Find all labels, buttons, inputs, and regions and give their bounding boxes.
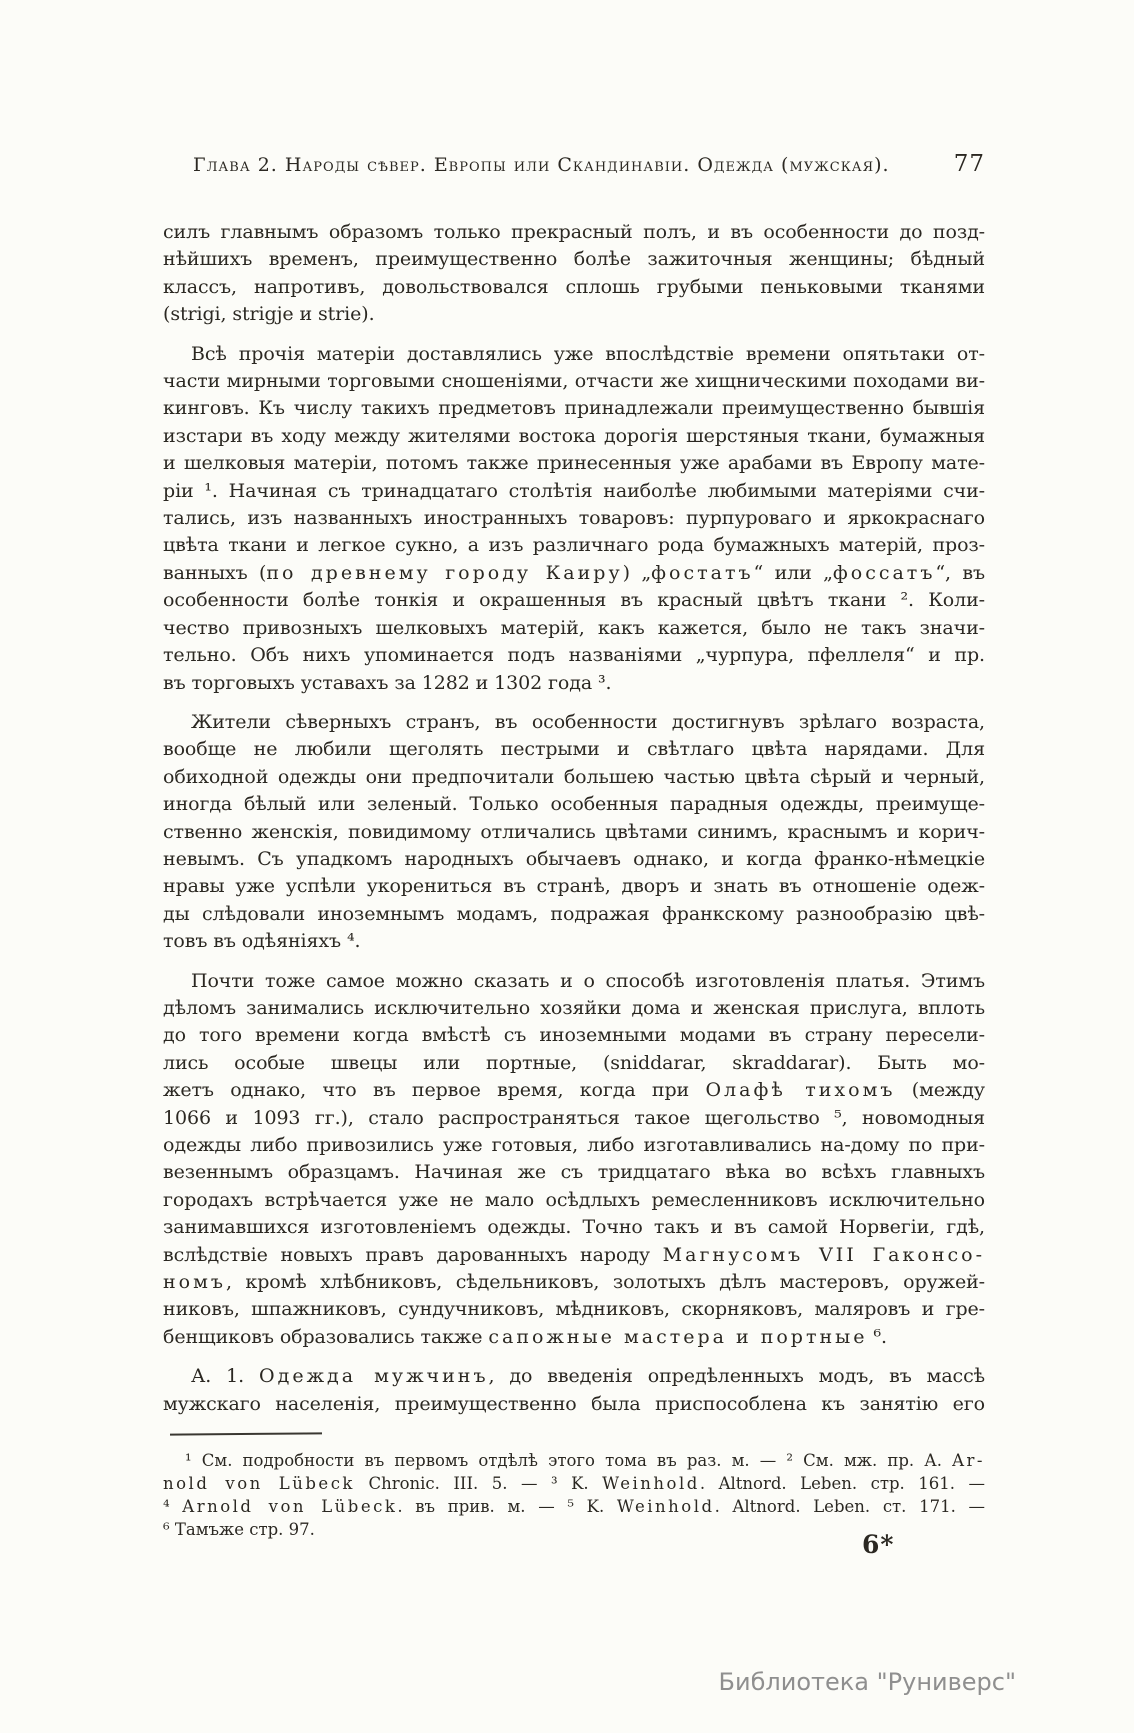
letterspaced-text: сапожные мастера и портные	[488, 1325, 868, 1348]
text-line: ды слѣдовали иноземнымъ модамъ, подражая франкскому разнообразію цвѣ-	[163, 902, 985, 925]
text-line	[163, 1495, 985, 1518]
text-line: классъ, напротивъ, довольствовался сплошь грубыми пеньковыми тканями	[163, 275, 985, 298]
page-number: 77	[953, 151, 985, 177]
text-run: ¹ См. подробности въ первомъ отдѣлѣ этого тома въ раз. м. — ² См. мж. пр. А.	[185, 1451, 953, 1470]
text-run: . Altnord. Leben. стр. 161. —	[699, 1474, 985, 1493]
text-run: бенщиковъ образовались также	[163, 1325, 489, 1348]
text-run: жетъ однако, что въ первое время, когда при	[163, 1079, 706, 1102]
text-line	[163, 1472, 985, 1495]
text-run: “, въ	[935, 561, 985, 584]
text-run: , кромѣ хлѣбниковъ, сѣдельниковъ, золотыхъ дѣлъ мастеровъ, оружей-	[225, 1271, 985, 1294]
text-run: Chronic. III. 5. — ³ K.	[354, 1474, 603, 1493]
text-line: везеннымъ образцамъ. Начиная же съ тридцатаго вѣка во всѣхъ главныхъ	[163, 1161, 985, 1184]
text-line: и шелковыя матеріи, потомъ также принесенныя уже арабами въ Европу мате-	[163, 452, 985, 475]
text-line: мужскаго населенія, преимущественно была приспособлена къ занятію его	[163, 1392, 985, 1415]
text-line: кинговъ. Къ числу такихъ предметовъ принадлежали преимущественно бывшія	[163, 397, 985, 420]
footnotes	[163, 1449, 985, 1541]
letterspaced-text: по древнему городу Каиру	[266, 561, 623, 584]
text-line: нравы уже успѣли укорениться въ странѣ, дворъ и знать въ отношеніе одеж-	[163, 875, 985, 898]
text-line: городахъ встрѣчается уже не мало осѣдлыхъ ремесленниковъ исключительно	[163, 1188, 985, 1211]
text-run: (между	[895, 1079, 985, 1102]
text-line: ріи ¹. Начиная съ тринадцатаго столѣтія наиболѣе любимыми матеріями счи-	[163, 479, 985, 502]
letterspaced-text: Weinhold	[616, 1497, 715, 1516]
text-run: . Altnord. Leben. ст. 171. —	[714, 1497, 985, 1516]
text-line: дѣломъ занимались исключительно хозяйки дома и женская прислуга, вплоть	[163, 996, 985, 1019]
text-line	[163, 1242, 985, 1269]
text-line: обиходной одежды они предпочитали большею частью цвѣта сѣрый и черный,	[163, 765, 985, 788]
letterspaced-text: Олафѣ тихомъ	[705, 1079, 896, 1102]
text-line: одежды либо привозились уже готовыя, либо изготавливались на-дому по при-	[163, 1134, 985, 1156]
paragraph	[163, 341, 985, 697]
letterspaced-text: Weinhold	[602, 1474, 700, 1493]
paragraph	[163, 1449, 985, 1541]
text-line: изстари въ ходу между жителями востока дорогія шерстяныя ткани, бумажныя	[163, 424, 985, 447]
text-run: вслѣдствіе новыхъ правъ дарованныхъ народу	[163, 1243, 663, 1266]
text-line: ственно женскія, повидимому отличались цвѣтами синимъ, краснымъ и корич-	[163, 820, 985, 843]
text-run: , до введенія опредѣленныхъ модъ, въ массѣ	[488, 1365, 985, 1388]
text-line	[163, 1324, 985, 1351]
text-run: ⁶.	[867, 1325, 887, 1348]
text-line: Почти тоже самое можно сказать и о способѣ изготовленія платья. Этимъ	[191, 969, 985, 992]
text-line: иногда бѣлый или зеленый. Только особенныя парадныя одежды, преимуще-	[163, 793, 985, 816]
text-line: вообще не любили щеголять пестрыми и свѣтлаго цвѣта нарядами. Для	[163, 738, 985, 761]
paragraph	[163, 219, 985, 329]
text-line: силъ главнымъ образомъ только прекрасный полъ, и въ особенности до позд-	[163, 221, 985, 243]
paragraph	[163, 1363, 985, 1418]
paragraph	[163, 968, 985, 1352]
text-run: ванныхъ (	[163, 561, 267, 584]
text-line: (strigi, strigje и strie).	[163, 303, 375, 326]
text-line: въ торговыхъ уставахъ за 1282 и 1302 года ³.	[163, 671, 612, 694]
text-line: части мирными торговыми сношеніями, отчасти же хищническими походами ви-	[163, 370, 985, 393]
text-line: лись особые швецы или портные, (sniddarar, skraddarar). Быть мо-	[163, 1051, 985, 1074]
text-run: . въ прив. м. — ⁵ K.	[397, 1497, 617, 1516]
library-watermark: Библиотека "Руниверс"	[718, 1668, 1016, 1696]
letterspaced-text: фоссатъ	[832, 561, 936, 584]
text-line: занимавшихся изготовленіемъ одежды. Точно такъ и въ самой Норвегіи, гдѣ,	[163, 1216, 985, 1239]
text-line	[163, 1449, 985, 1472]
text-line: тались, изъ названныхъ иностранныхъ товаровъ: пурпуроваго и яркокраснаго	[163, 507, 985, 530]
letterspaced-text: Одежда мужчинъ	[259, 1365, 489, 1388]
letterspaced-text: Магнусомъ VII Гаконсо-	[662, 1243, 985, 1266]
text-run: ⁴	[163, 1497, 183, 1516]
paragraph	[163, 709, 985, 956]
text-line	[163, 560, 985, 587]
text-line: нѣйшихъ временъ, преимущественно болѣе зажиточныя женщины; бѣдный	[163, 248, 985, 271]
letterspaced-text: nold von Lübeck	[163, 1474, 355, 1493]
text-line	[163, 1363, 985, 1390]
text-line: тельно. Объ нихъ упоминается подъ названіями „чурпура, пфеллеля“ и пр.	[163, 644, 985, 667]
text-run: А. 1.	[191, 1365, 260, 1388]
text-line: ⁶ Тамъже стр. 97.	[163, 1520, 315, 1539]
text-line: цвѣта ткани и легкое сукно, а изъ различнаго рода бумажныхъ матерій, проз-	[163, 534, 985, 557]
text-run: ) „	[622, 561, 652, 584]
body-text	[163, 219, 985, 1430]
running-header	[163, 151, 985, 177]
text-line: никовъ, шпажниковъ, сундучниковъ, мѣдниковъ, скорняковъ, маляровъ и гре-	[163, 1298, 985, 1321]
signature-mark: 6*	[862, 1530, 895, 1559]
text-line	[163, 1077, 985, 1104]
letterspaced-text: номъ	[163, 1271, 226, 1294]
letterspaced-text: Ar-	[952, 1451, 985, 1470]
letterspaced-text: Arnold von Lübeck	[182, 1497, 398, 1516]
text-line: до того времени когда вмѣстѣ съ иноземными модами въ страну пересели-	[163, 1024, 985, 1047]
text-run: “ или „	[753, 561, 833, 584]
text-line: 1066 и 1093 гг.), стало распространяться такое щегольство ⁵, новомодныя	[163, 1106, 985, 1129]
text-line: Жители сѣверныхъ странъ, въ особенности достигнувъ зрѣлаго возраста,	[191, 710, 985, 733]
text-line: товъ въ одѣяніяхъ ⁴.	[163, 930, 361, 953]
text-line: чество привозныхъ шелковыхъ матерій, какъ кажется, было не такъ значи-	[163, 616, 985, 639]
chapter-title: Глава 2. Народы сѣвер. Европы или Скандинавіи. Одежда (мужская).	[193, 154, 890, 176]
text-line: особенности болѣе тонкія и окрашенныя въ красный цвѣтъ ткани ². Коли-	[163, 589, 985, 612]
letterspaced-text: фостатъ	[651, 561, 754, 584]
text-line	[163, 1269, 985, 1296]
footnote-divider	[170, 1432, 322, 1435]
text-line: невымъ. Съ упадкомъ народныхъ обычаевъ однако, и когда франко-нѣмецкіе	[163, 847, 985, 870]
text-line: Всѣ прочія матеріи доставлялись уже впослѣдствіе времени опятьтаки от-	[191, 342, 985, 365]
